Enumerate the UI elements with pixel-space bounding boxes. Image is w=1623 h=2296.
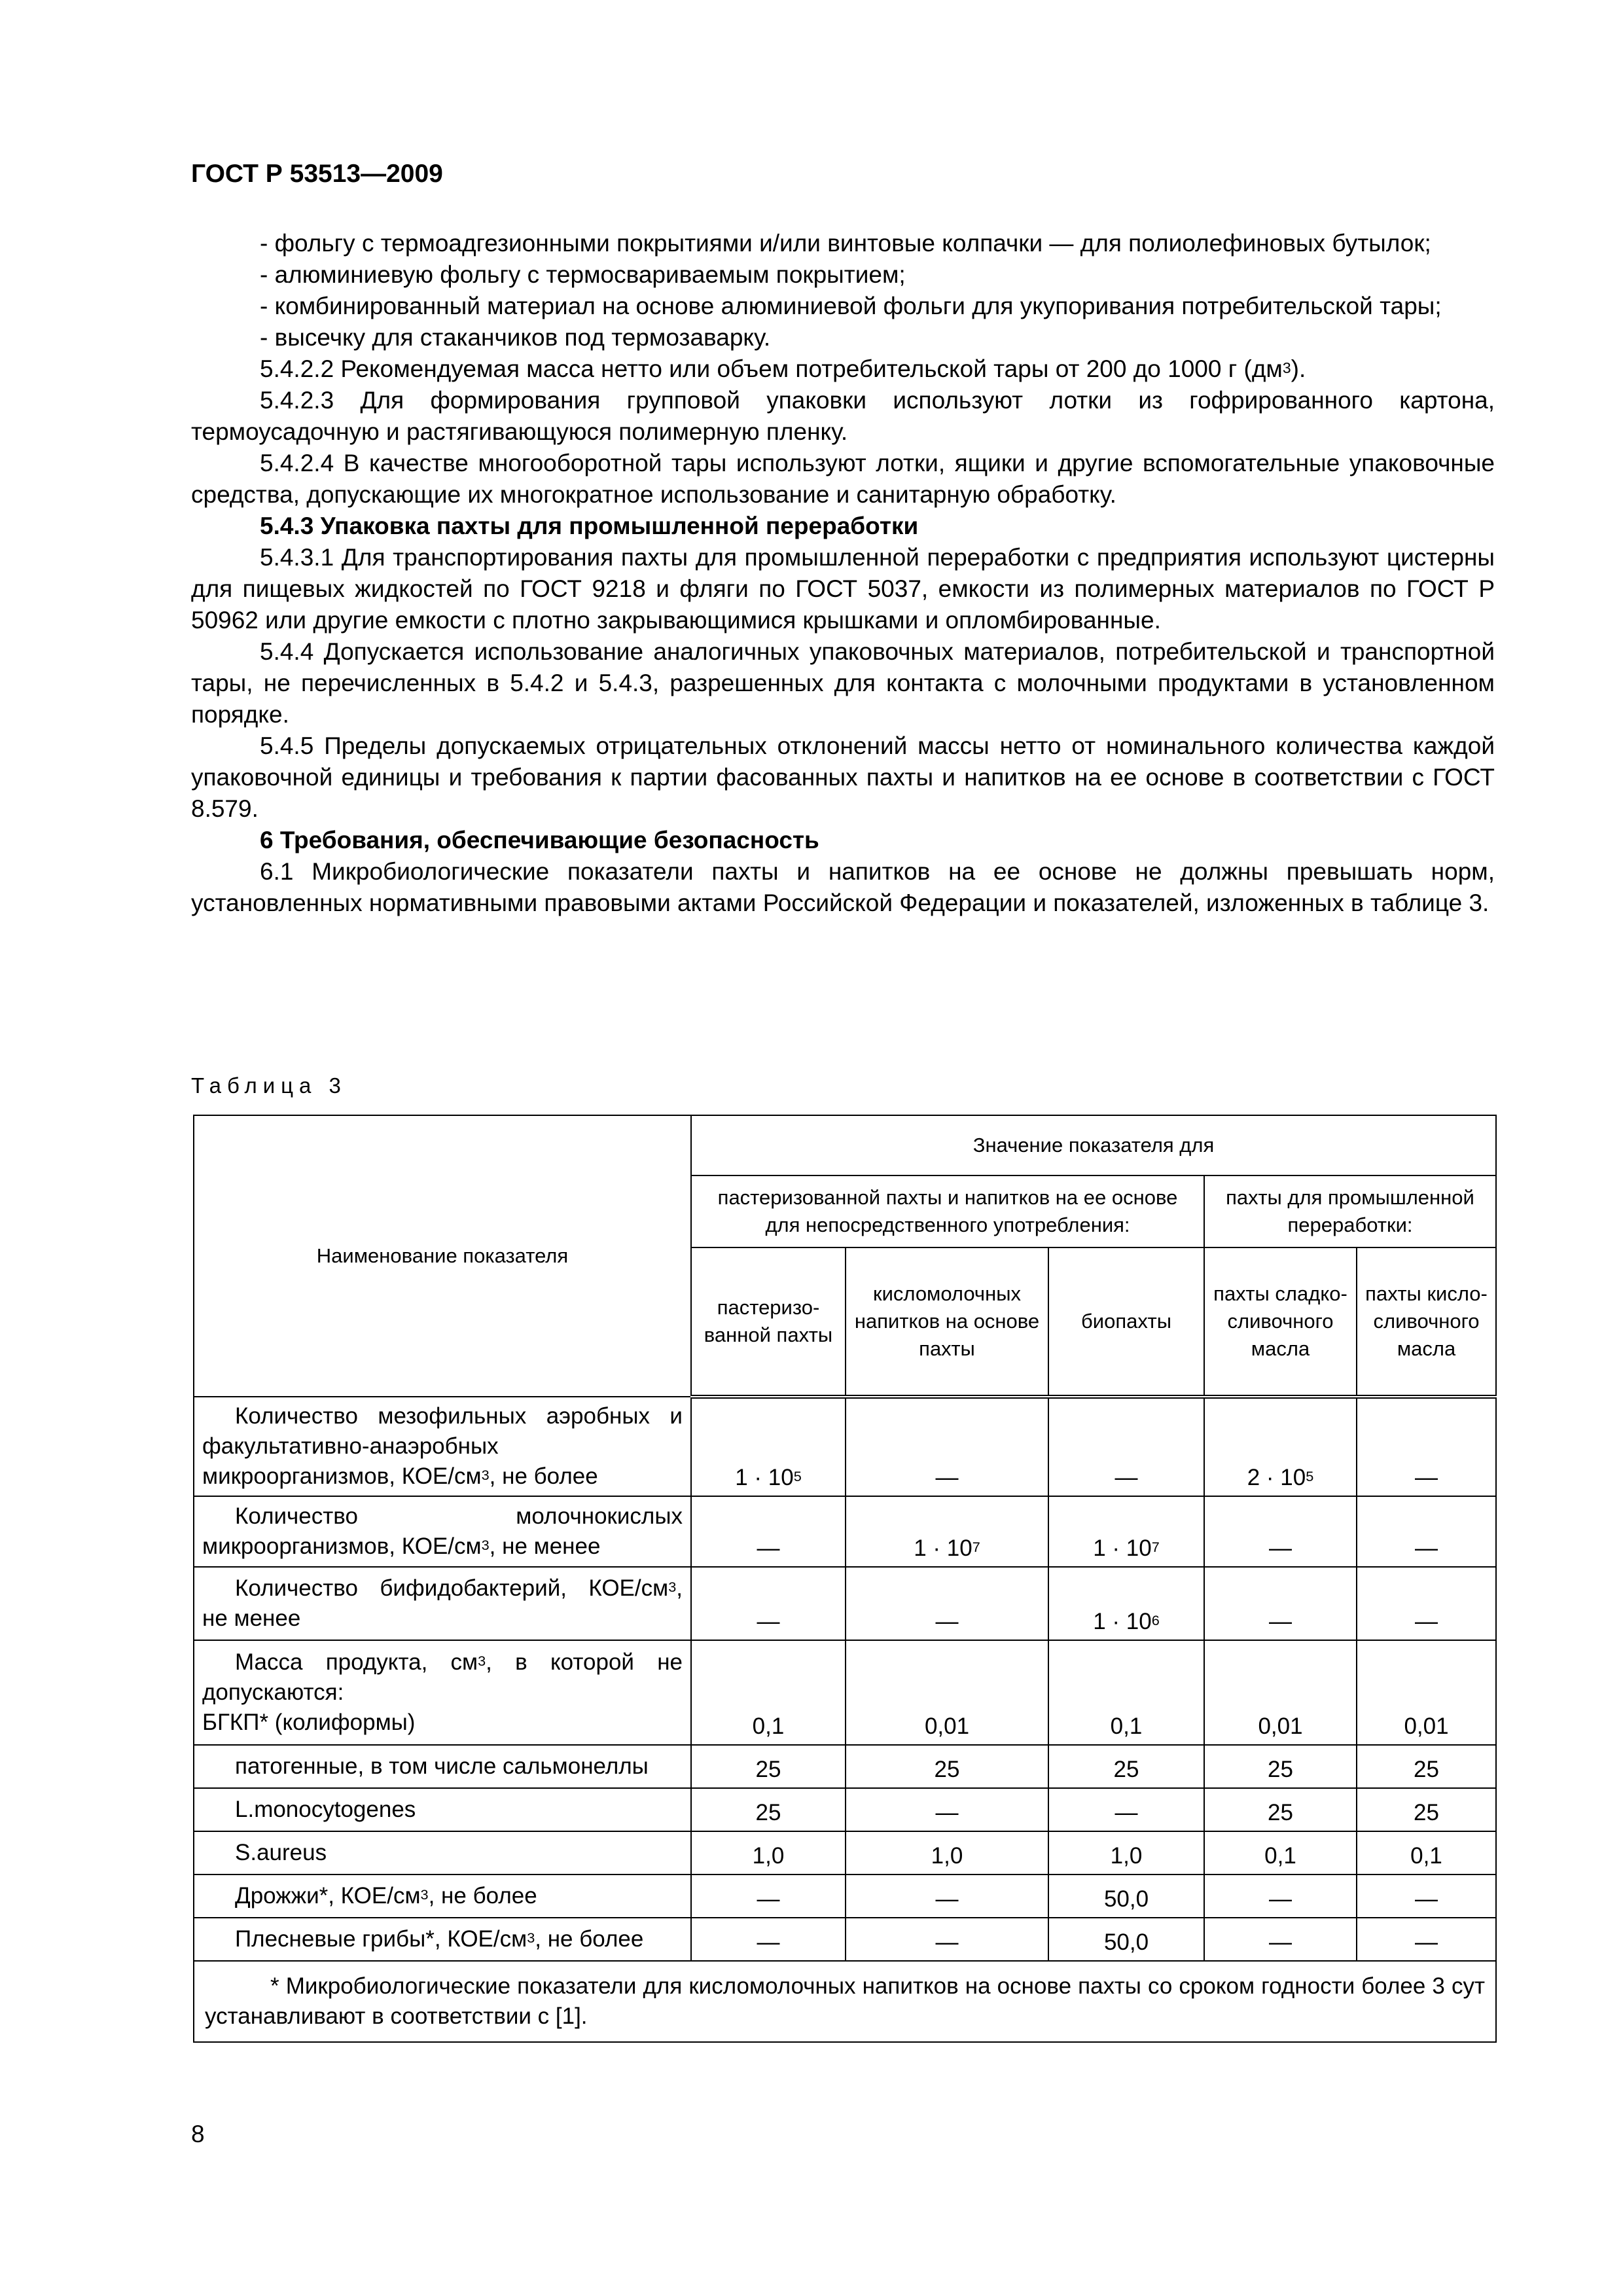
cell-value: $2 \cdot 10^5$ xyxy=(1204,1397,1357,1496)
body-text xyxy=(191,228,1495,919)
cell-value: — xyxy=(691,1918,846,1961)
cell-value: — xyxy=(1357,1397,1496,1496)
column-header: кисломолочных напитков на основе пахты xyxy=(846,1247,1048,1397)
table-caption: Таблица 3 xyxy=(191,1073,347,1098)
document-header: ГОСТ Р 53513—2009 xyxy=(191,160,443,188)
cell-value: 25 xyxy=(1204,1788,1357,1831)
column-header: пахты сладко-сливочного масла xyxy=(1204,1247,1357,1397)
cell-value: 0,1 xyxy=(691,1640,846,1745)
cell-value: — xyxy=(1357,1874,1496,1918)
row-sublabel: БГКП* (колиформы) xyxy=(202,1710,416,1735)
table-row xyxy=(194,1788,1496,1831)
paragraph: 5.4.2.3 Для формирования групповой упаковки используют лотки из гофрированного картона, термоусадочную и растягивающуюся полимерную пленку. xyxy=(191,387,1495,445)
paragraph: 5.4.4 Допускается использование аналогичных упаковочных материалов, потребительской и транспортной тары, не перечисленных в 5.4.2 и 5.4.3, разрешенных для контакта с молочными продуктами в установленном порядке. xyxy=(191,638,1495,728)
cell-value: — xyxy=(1204,1874,1357,1918)
cell-value: — xyxy=(846,1397,1048,1496)
row-label: патогенные, в том числе сальмонеллы xyxy=(194,1745,691,1788)
row-label: Дрожжи*, КОЕ/$см^3$, не более xyxy=(194,1874,691,1918)
table-row xyxy=(194,1745,1496,1788)
cell-value: 0,1 xyxy=(1048,1640,1204,1745)
cell-value: 1,0 xyxy=(1048,1831,1204,1874)
row-label: Количество мезофильных аэробных и факультативно-анаэробных микроорганизмов, КОЕ/$см^3$, не более xyxy=(194,1397,691,1496)
table-header-row xyxy=(194,1115,1496,1175)
cell-value: 25 xyxy=(691,1788,846,1831)
table-row xyxy=(194,1874,1496,1918)
section-heading: 5.4.3 Упаковка пахты для промышленной переработки xyxy=(260,512,919,539)
cell-value: — xyxy=(1204,1496,1357,1567)
cell-value: 50,0 xyxy=(1048,1874,1204,1918)
table-row xyxy=(194,1918,1496,1961)
cell-value: — xyxy=(846,1567,1048,1640)
table-row xyxy=(194,1397,1496,1496)
cell-value: — xyxy=(846,1874,1048,1918)
cell-value: 25 xyxy=(1357,1788,1496,1831)
paragraph: 6.1 Микробиологические показатели пахты и напитков на ее основе не должны превышать норм, установленных нормативными правовыми актами Российской Федерации и показателей, изложенных в таблице 3. xyxy=(191,858,1495,916)
section-heading: 6 Требования, обеспечивающие безопасность xyxy=(260,827,819,853)
table-row xyxy=(194,1496,1496,1567)
cell-value: — xyxy=(691,1496,846,1567)
column-header: биопахты xyxy=(1048,1247,1204,1397)
row-label: S.aureus xyxy=(194,1831,691,1874)
cell-value: 0,01 xyxy=(1357,1640,1496,1745)
cell-value: 0,01 xyxy=(1204,1640,1357,1745)
cell-value: — xyxy=(1048,1788,1204,1831)
paragraph: 5.4.5 Пределы допускаемых отрицательных отклонений массы нетто от номинального количества каждой упаковочной единицы и требования к партии фасованных пахты и напитков на ее основе в соответствии с ГОСТ 8.579. xyxy=(191,732,1495,822)
cell-value: 25 xyxy=(691,1745,846,1788)
paragraph: - комбинированный материал на основе алюминиевой фольги для укупоривания потребительской тары; xyxy=(260,293,1442,319)
column-header-name: Наименование показателя xyxy=(194,1115,691,1397)
cell-value: 25 xyxy=(1048,1745,1204,1788)
cell-value: 0,1 xyxy=(1357,1831,1496,1874)
paragraph: 5.4.3.1 Для транспортирования пахты для промышленной переработки с предприятия используют цистерны для пищевых жидкостей по ГОСТ 9218 и фляги по ГОСТ 5037, емкости из полимерных материалов по ГОСТ Р 50962 или другие емкости с плотно закрывающимися крышками и опломбированные. xyxy=(191,544,1495,634)
table-row xyxy=(194,1567,1496,1640)
paragraph: - фольгу с термоадгезионными покрытиями и/или винтовые колпачки — для полиолефиновых бутылок; xyxy=(260,230,1431,257)
column-group-industrial: пахты для промышленной переработки: xyxy=(1204,1175,1496,1247)
row-label: Масса продукта, $см^3$, в которой не допускаются: БГКП* (колиформы) xyxy=(194,1640,691,1745)
cell-value: — xyxy=(1204,1918,1357,1961)
paragraph: 5.4.2.2 Рекомендуемая масса нетто или объем потребительской тары от 200 до 1000 г $(дм^3)$. xyxy=(260,355,1306,382)
cell-value: $1 \cdot 10^7$ xyxy=(1048,1496,1204,1567)
column-group-header: Значение показателя для xyxy=(691,1115,1496,1175)
cell-value: $1 \cdot 10^6$ xyxy=(1048,1567,1204,1640)
cell-value: 0,1 xyxy=(1204,1831,1357,1874)
cell-value: 1,0 xyxy=(846,1831,1048,1874)
column-group-direct: пастеризованной пахты и напитков на ее основе для непосредственного употребления: xyxy=(691,1175,1204,1247)
cell-value: — xyxy=(691,1567,846,1640)
cell-value: — xyxy=(1357,1567,1496,1640)
cell-value: 1,0 xyxy=(691,1831,846,1874)
cell-value: $1 \cdot 10^5$ xyxy=(691,1397,846,1496)
row-label: Количество молочнокислых микроорганизмов, КОЕ/$см^3$, не менее xyxy=(194,1496,691,1567)
paragraph: - высечку для стаканчиков под термозаварку. xyxy=(260,324,771,351)
table-footnote: * Микробиологические показатели для кисломолочных напитков на основе пахты со сроком годности более 3 сут устанавливают в соответствии с [1]. xyxy=(194,1961,1496,2042)
cell-value: $1 \cdot 10^7$ xyxy=(846,1496,1048,1567)
cell-value: — xyxy=(846,1788,1048,1831)
row-label: Плесневые грибы*, КОЕ/$см^3$, не более xyxy=(194,1918,691,1961)
cell-value: — xyxy=(1357,1918,1496,1961)
cell-value: 25 xyxy=(1204,1745,1357,1788)
cell-value: 0,01 xyxy=(846,1640,1048,1745)
cell-value: 25 xyxy=(846,1745,1048,1788)
cell-value: — xyxy=(1048,1397,1204,1496)
column-header: пастеризо-ванной пахты xyxy=(691,1247,846,1397)
table-row xyxy=(194,1831,1496,1874)
row-label: Количество бифидобактерий, КОЕ/$см^3$, не менее xyxy=(194,1567,691,1640)
cell-value: 25 xyxy=(1357,1745,1496,1788)
cell-value: — xyxy=(846,1918,1048,1961)
paragraph: - алюминиевую фольгу с термосвариваемым покрытием; xyxy=(260,261,906,288)
paragraph: 5.4.2.4 В качестве многооборотной тары используют лотки, ящики и другие вспомогательные упаковочные средства, допускающие их многократное использование и санитарную обработку. xyxy=(191,450,1495,508)
row-label: L.monocytogenes xyxy=(194,1788,691,1831)
column-header: пахты кисло-сливочного масла xyxy=(1357,1247,1496,1397)
cell-value: — xyxy=(1357,1496,1496,1567)
cell-value: — xyxy=(691,1874,846,1918)
microbiology-table xyxy=(193,1115,1497,2043)
cell-value: 50,0 xyxy=(1048,1918,1204,1961)
page-number: 8 xyxy=(191,2121,205,2147)
table-row xyxy=(194,1640,1496,1745)
cell-value: — xyxy=(1204,1567,1357,1640)
table-footnote-row xyxy=(194,1961,1496,2042)
